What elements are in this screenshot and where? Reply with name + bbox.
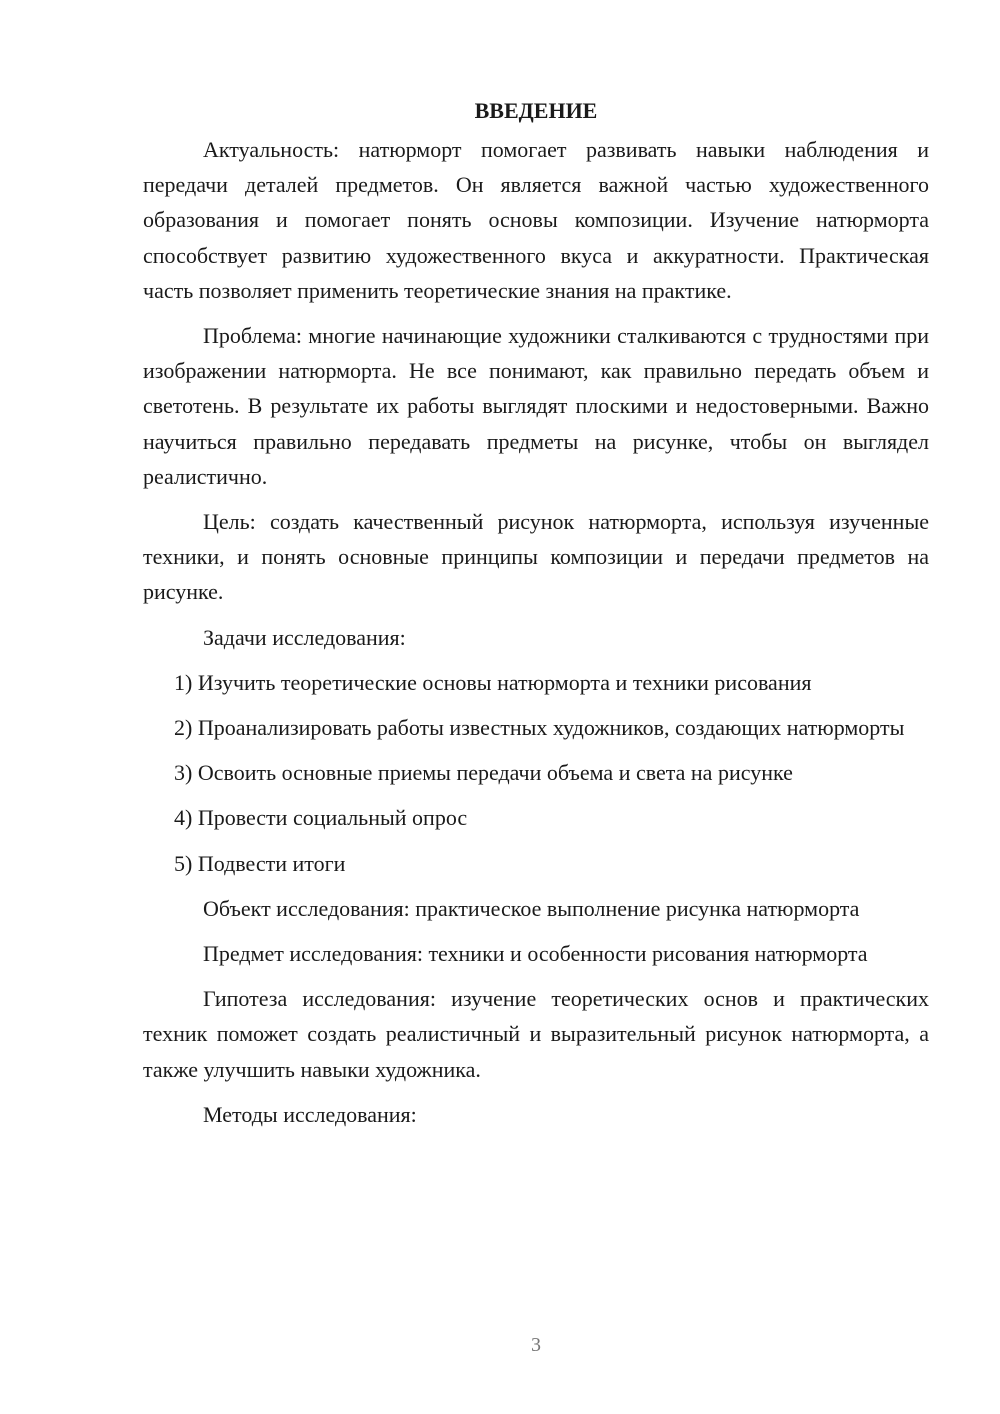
document-page	[143, 96, 929, 1142]
task-item-2: 2) Проанализировать работы известных художников, создающих натюрморты	[174, 715, 905, 741]
task-item-3: 3) Освоить основные приемы передачи объема и света на рисунке	[174, 760, 793, 786]
methods-heading: Методы исследования:	[203, 1101, 417, 1127]
paragraph-subject: Предмет исследования: техники и особенности рисования натюрморта	[203, 941, 868, 967]
paragraph-hypothesis: Гипотеза исследования: изучение теоретических основ и практических техник поможет создать реалистичный и выразительный рисунок натюрморта, а также улучшить навыки художника.	[143, 986, 929, 1082]
paragraph-problem: Проблема: многие начинающие художники сталкиваются с трудностями при изображении натюрморта. Не все понимают, как правильно передать объем и светотень. В результате их работы выглядят плоскими и недостоверными. Важно научиться правильно передавать предметы на рисунке, чтобы он выглядел реалистично.	[143, 323, 929, 489]
paragraph-relevance: Актуальность: натюрморт помогает развивать навыки наблюдения и передачи деталей предметов. Он является важной частью художественного образования и помогает понять основы композиции. Изучение натюрморта способствует развитию художественного вкуса и аккуратности. Практическая часть позволяет применить теоретические знания на практике.	[143, 137, 929, 303]
tasks-heading: Задачи исследования:	[203, 624, 406, 650]
task-item-5: 5) Подвести итоги	[174, 850, 346, 876]
page-title: ВВЕДЕНИЕ	[474, 98, 598, 123]
paragraph-goal: Цель: создать качественный рисунок натюрморта, используя изученные техники, и понять основные принципы композиции и передачи предметов на рисунке.	[143, 509, 929, 605]
task-item-1: 1) Изучить теоретические основы натюрморта и техники рисования	[174, 669, 812, 695]
paragraph-object: Объект исследования: практическое выполнение рисунка натюрморта	[203, 895, 860, 921]
page-number: 3	[531, 1334, 541, 1356]
task-item-4: 4) Провести социальный опрос	[174, 805, 468, 831]
